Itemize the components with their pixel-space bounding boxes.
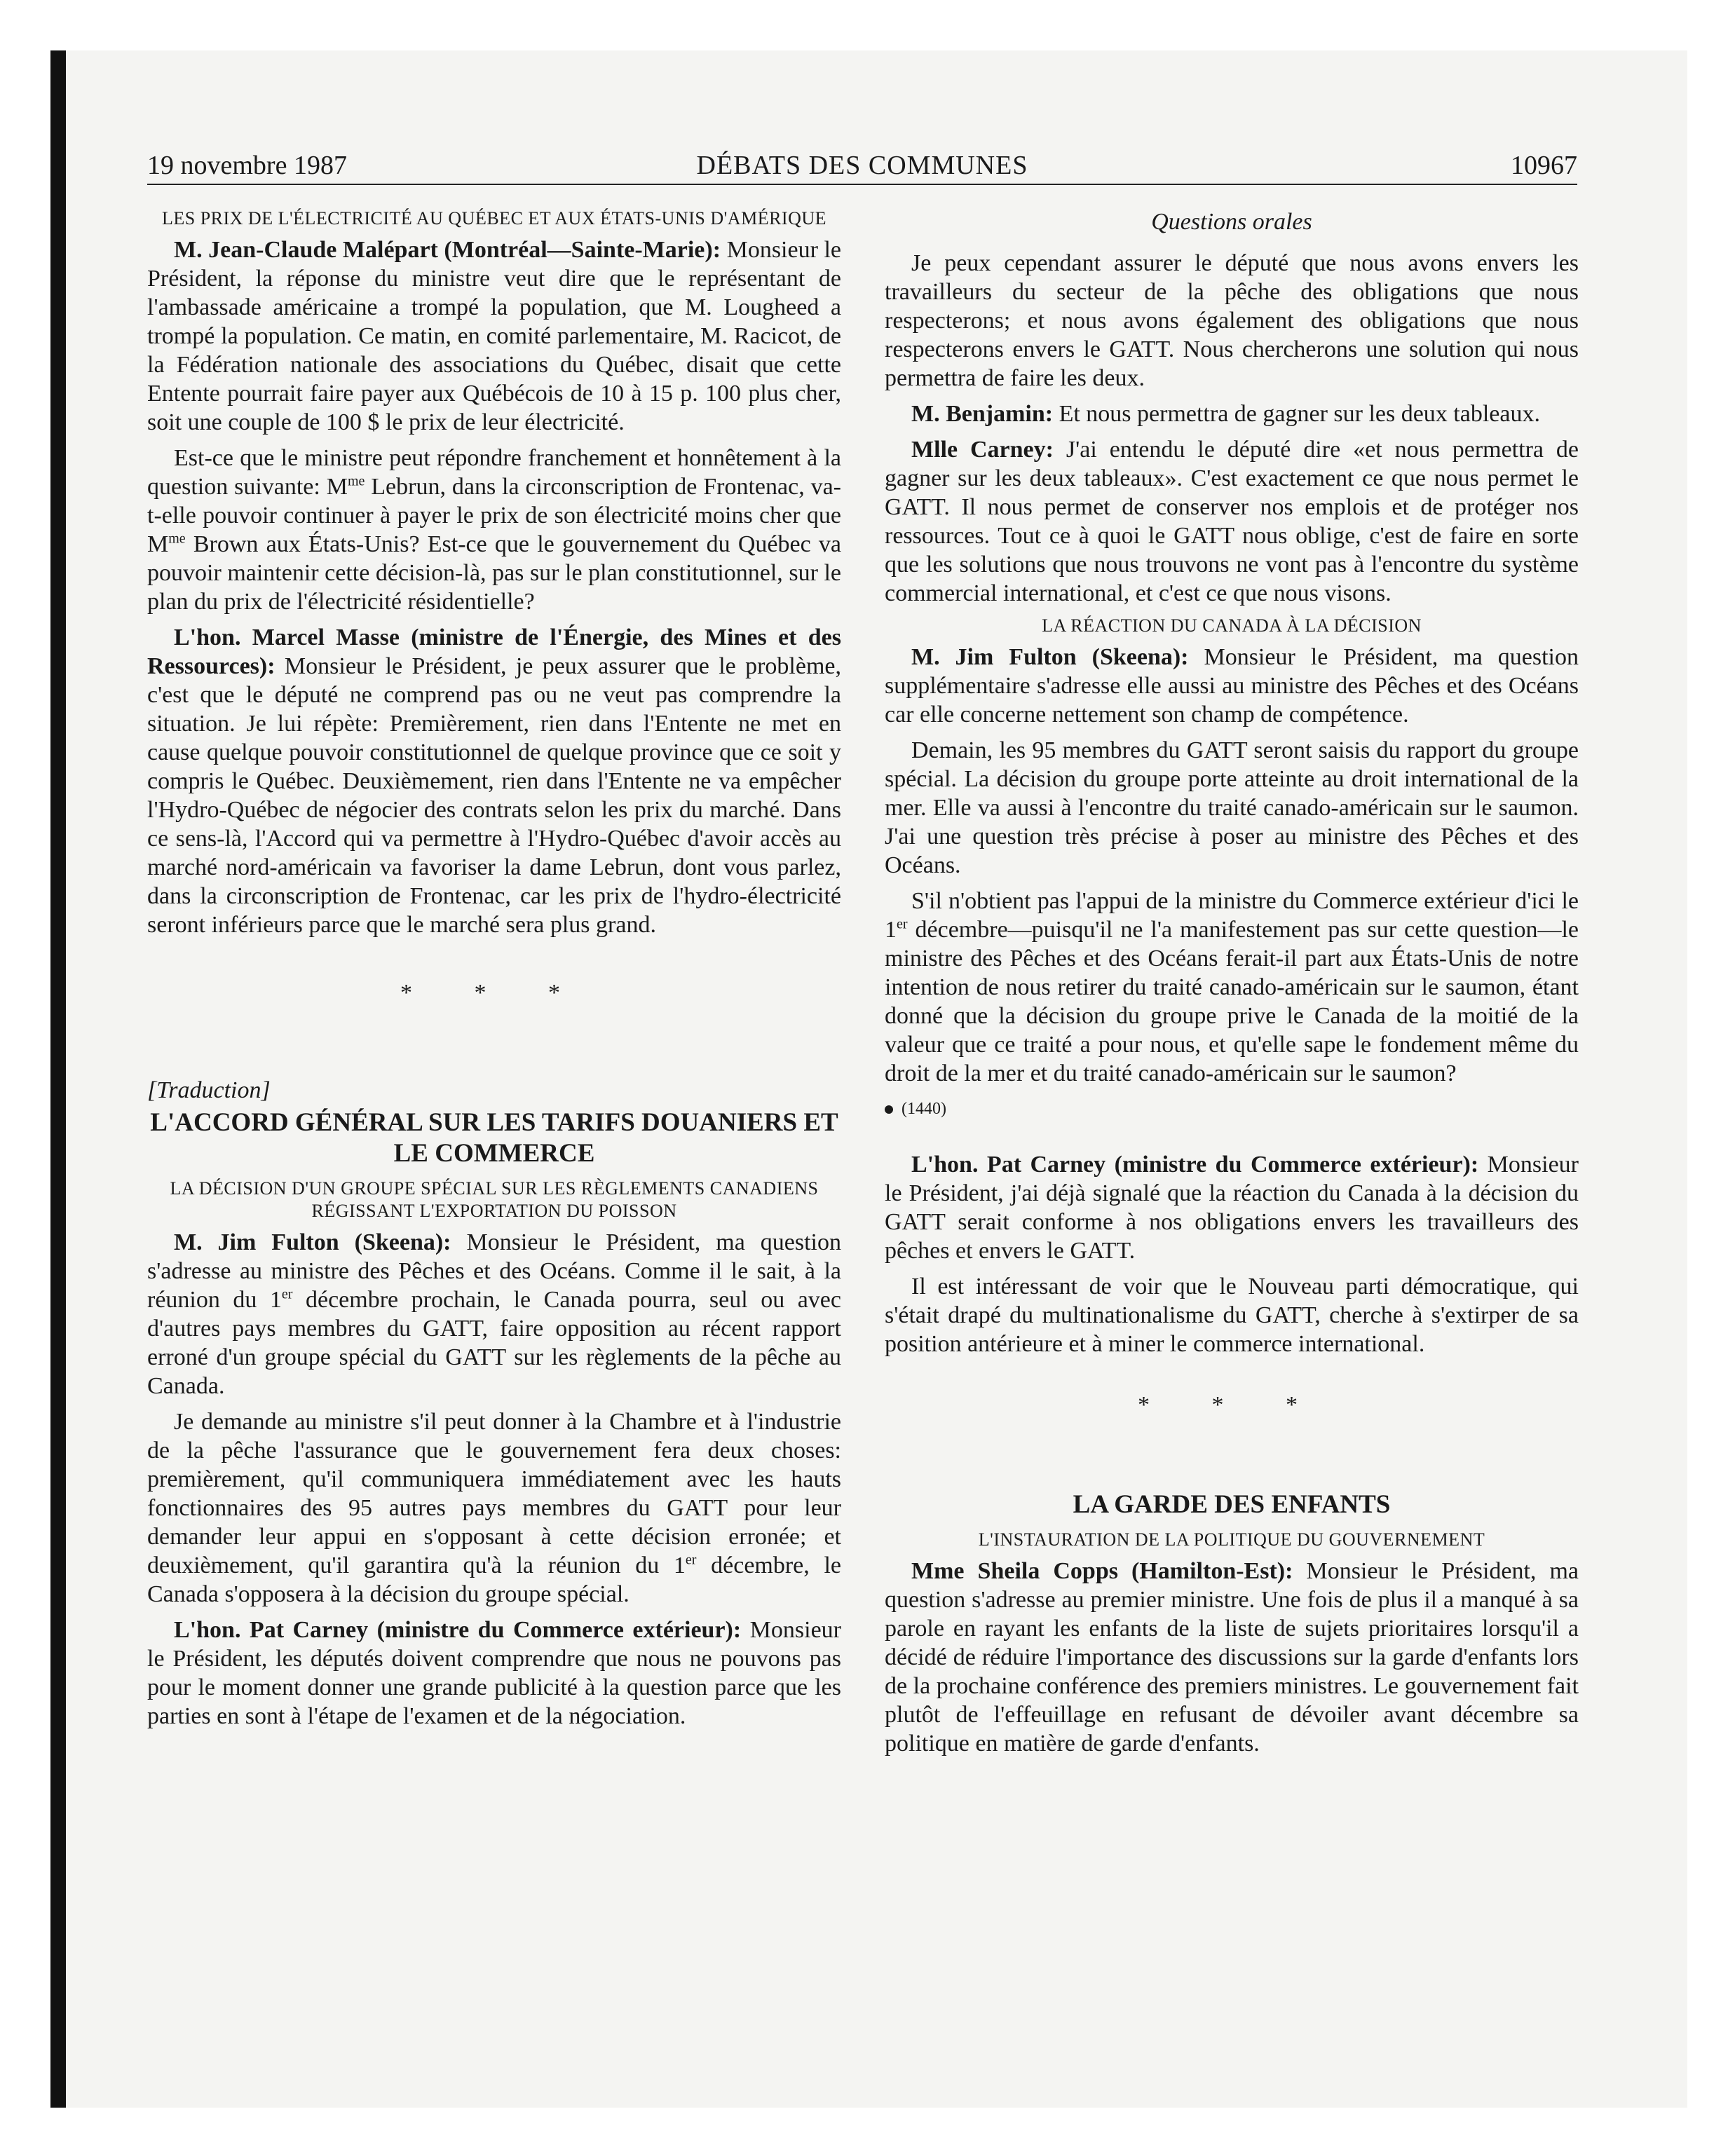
speaker-carney: L'hon. Pat Carney (ministre du Commerce extérieur): xyxy=(911,1152,1479,1178)
paragraph-malepart-question xyxy=(147,444,841,616)
superscript: er xyxy=(897,916,908,932)
superscript: er xyxy=(281,1286,293,1302)
section-separator: * * * xyxy=(1138,1392,1326,1418)
superscript: me xyxy=(347,473,365,489)
superscript: me xyxy=(168,531,186,547)
speaker-carney: L'hon. Pat Carney (ministre du Commerce extérieur): xyxy=(174,1617,742,1643)
speech-text: S'il n'obtient pas l'appui de la ministre du Commerce extérieur d'ici le 1 xyxy=(885,888,1579,943)
speech-text: décembre, le Canada s'opposera à la décision du groupe spécial. xyxy=(147,1553,841,1607)
headline-gatt: L'ACCORD GÉNÉRAL SUR LES TARIFS DOUANIERS ET LE COMMERCE xyxy=(150,1108,838,1168)
header-page-number: 10967 xyxy=(1511,151,1577,180)
speaker-copps: Mme Sheila Copps (Hamilton-Est): xyxy=(911,1558,1293,1584)
speech-text: décembre prochain, le Canada pourra, seul ou avec d'autres pays membres du GATT, faire opposition au récent rapport erroné d'un groupe spécial du GATT sur les règlements de la pêche au Canada. xyxy=(147,1287,841,1399)
paragraph-fulton xyxy=(147,1228,841,1400)
translation-tag: [Traduction] xyxy=(147,1077,271,1103)
speech-text: Monsieur le Président, ma question supplémentaire s'adresse elle aussi au ministre des Pêches et des Océans car elle concerne nettement son champ de compétence. xyxy=(885,644,1579,728)
speech-text: Monsieur le Président, la réponse du ministre veut dire que le représentant de l'ambassade américaine a trompé la population, que M. Lougheed a trompé la population. Ce matin, en comité parlementaire, M. Racicot, de la Fédération nationale des associations du Québec, disait que cette Entente pourrait faire payer aux Québécois de 10 à 15 p. 100 plus cher, soit une couple de 100 $ le prix de leur électricité. xyxy=(147,237,841,435)
time-marker xyxy=(885,1095,1579,1124)
page-header xyxy=(147,147,1577,185)
paragraph-fulton-request xyxy=(147,1407,841,1609)
paragraph-salmon-treaty xyxy=(885,887,1579,1088)
paragraph-mlle-carney xyxy=(885,435,1579,608)
subheading-fish-export: LA DÉCISION D'UN GROUPE SPÉCIAL SUR LES RÈGLEMENTS CANADIENS RÉGISSANT L'EXPORTATION DU POISSON xyxy=(170,1178,819,1221)
right-column xyxy=(885,207,1579,1765)
bullet-icon xyxy=(885,1105,893,1114)
speaker-fulton: M. Jim Fulton (Skeena): xyxy=(911,644,1189,670)
speech-text: Monsieur le Président, ma question s'adresse au premier ministre. Une fois de plus il a manqué à sa parole en rayant les enfants de la liste de sujets prioritaires lorsqu'il a décidé de réduire l'importance des discussions sur la garde d'enfants lors de la prochaine conférence des premiers ministres. Le gouvernement fait plutôt de l'effeuillage en refusant de dévoiler avant décembre sa politique en matière de garde d'enfants. xyxy=(885,1558,1579,1756)
superscript: er xyxy=(685,1552,697,1568)
section-separator: * * * xyxy=(400,980,588,1006)
header-date: 19 novembre 1987 xyxy=(147,151,347,180)
section-label: Questions orales xyxy=(1151,209,1312,235)
speaker-benjamin: M. Benjamin: xyxy=(911,401,1054,427)
subheading-childcare-policy: L'INSTAURATION DE LA POLITIQUE DU GOUVERNEMENT xyxy=(978,1529,1485,1550)
speaker-masse: L'hon. Marcel Masse (ministre de l'Énergie, des Mines et des Ressources): xyxy=(147,625,841,679)
paragraph-ndp: Il est intéressant de voir que le Nouveau parti démocratique, qui s'était drapé du multinationalisme du GATT, cherche à s'extirper de sa position antérieure et à miner le commerce international. xyxy=(885,1274,1579,1357)
time-label: (1440) xyxy=(901,1100,946,1118)
speech-text: Je demande au ministre s'il peut donner à la Chambre et à l'industrie de la pêche l'assurance que le gouvernement fera deux choses: premièrement, qu'il communiquera immédiatement avec les hauts fonctionnaires des 95 autres pays membres du GATT pour leur demander leur appui en s'opposant à cette décision erronée; et deuxièmement, qu'il garantira qu'à la réunion du 1 xyxy=(147,1409,841,1578)
speech-text: Monsieur le Président, ma question s'adresse au ministre des Pêches et des Océans. Comme il le sait, à la réunion du 1 xyxy=(147,1229,841,1313)
subheading-electricity-prices: LES PRIX DE L'ÉLECTRICITÉ AU QUÉBEC ET AUX ÉTATS-UNIS D'AMÉRIQUE xyxy=(161,208,827,228)
left-column xyxy=(147,207,841,1738)
headline-childcare: LA GARDE DES ENFANTS xyxy=(1073,1490,1391,1519)
paragraph-gatt-members: Demain, les 95 membres du GATT seront saisis du rapport du groupe spécial. La décision du groupe porte atteinte au droit international de la mer. Elle va aussi à l'encontre du traité canado-américain sur le saumon. J'ai une question très précise à poser au ministre des Pêches et des Océans. xyxy=(885,737,1579,878)
header-title: DÉBATS DES COMMUNES xyxy=(696,151,1028,180)
speech-text: Monsieur le Président, les députés doivent comprendre que nous ne pouvons pas pour le moment donner une grande publicité à la question parce que les parties en sont à l'étape de l'examen et de la négociation. xyxy=(147,1617,841,1729)
paragraph-masse xyxy=(147,623,841,939)
speech-text: Est-ce que le ministre peut répondre franchement et honnêtement à la question suivante: M xyxy=(147,445,841,500)
speech-text: Monsieur le Président, je peux assurer que le problème, c'est que le député ne comprend pas ou ne veut pas comprendre la situation. Je lui répète: Premièrement, rien dans l'Entente ne met en cause quelque pouvoir constitutionnel de quelque province que ce soit y compris le Québec. Deuxièmement, rien dans l'Entente ne va empêcher l'Hydro-Québec de négocier des contrats selon les prix du marché. Dans ce sens-là, l'Accord qui va permettre à l'Hydro-Québec d'avoir accès au marché nord-américain va favoriser la dame Lebrun, dont vous parlez, dans la circonscription de Frontenac, car les prix de l'hydro-électricité seront inférieurs parce que le marché sera plus grand. xyxy=(147,653,841,938)
paragraph-fulton-supplementary xyxy=(885,643,1579,729)
speech-text: Monsieur le Président, j'ai déjà signalé que la réaction du Canada à la décision du GATT serait conforme à nos obligations envers les travailleurs des pêches et envers le GATT. xyxy=(885,1152,1579,1264)
speech-text: Et nous permettra de gagner sur les deux tableaux. xyxy=(1053,401,1540,427)
subheading-canada-reaction: LA RÉACTION DU CANADA À LA DÉCISION xyxy=(1042,615,1422,636)
paragraph-carney-reply xyxy=(885,1150,1579,1265)
speech-text: J'ai entendu le député dire «et nous permettra de gagner sur les deux tableaux». C'est exactement ce que nous permet le GATT. Il nous permet de conserver nos emplois et de protéger nos ressources. Tout ce à quoi le GATT nous oblige, c'est de faire en sorte que les solutions que nous trouvons ne vont pas à l'encontre du système commercial international, et c'est ce que nous visons. xyxy=(885,437,1579,606)
paragraph-benjamin xyxy=(885,400,1579,428)
speech-text: décembre—puisqu'il ne l'a manifestement pas sur cette question—le ministre des Pêches et des Océans ferait-il part aux États-Unis de notre intention de nous retirer du traité canado-américain sur le saumon, étant donné que la décision du groupe prive le Canada de la moitié de la valeur que ce traité a pour nous, et qu'elle sape le fondement même du droit de la mer et du traité canado-américain sur le saumon? xyxy=(885,917,1579,1086)
speaker-mlle-carney: Mlle Carney: xyxy=(911,437,1054,463)
paragraph-carney-continued: Je peux cependant assurer le député que nous avons envers les travailleurs du secteur de la pêche des obligations que nous respecterons; et nous avons également des obligations que nous respecterons envers le GATT. Nous chercherons une solution qui nous permettra de faire les deux. xyxy=(885,250,1579,391)
speech-text: Lebrun, dans la circonscription de Frontenac, va-t-elle pouvoir continuer à payer le prix de son électricité moins cher que M xyxy=(147,474,841,557)
speaker-malepart: M. Jean-Claude Malépart (Montréal—Sainte-Marie): xyxy=(174,237,721,263)
paragraph-malepart xyxy=(147,236,841,437)
paragraph-carney xyxy=(147,1616,841,1731)
speech-text: Brown aux États-Unis? Est-ce que le gouvernement du Québec va pouvoir maintenir cette décision-là, pas sur le plan constitutionnel, sur le plan du prix de l'électricité résidentielle? xyxy=(147,531,841,615)
paragraph-copps xyxy=(885,1557,1579,1758)
speaker-fulton: M. Jim Fulton (Skeena): xyxy=(174,1229,451,1255)
